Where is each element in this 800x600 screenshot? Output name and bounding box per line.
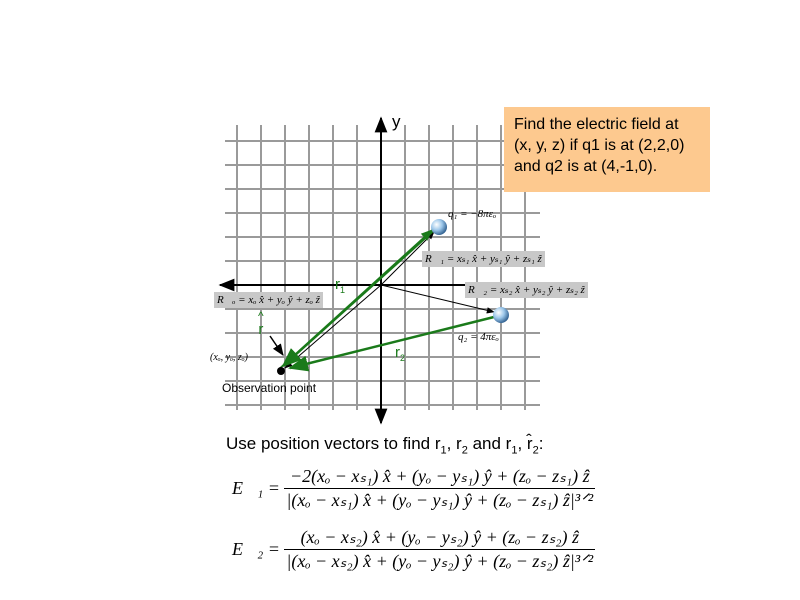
instr-mid-3: , r̂ [517,434,533,453]
instr-sub-1: 1 [440,444,447,457]
e1-fraction [284,466,595,511]
R1-label: R⃗₁ = xₛ₁ x̂ + yₛ₁ ŷ + zₛ₁ ẑ [422,251,545,267]
e2-fraction [284,527,595,572]
instr-sub-2: 2 [461,444,468,457]
callout-line-3: and q2 is at (4,-1,0). [514,158,658,175]
r-hat-label [258,310,264,336]
grid-lines [225,125,540,410]
callout-line-2: (x, y, z) if q1 is at (2,2,0) [514,137,685,154]
instr-mid-2: and r [467,434,512,453]
charge-q2 [493,307,509,323]
e1-denominator: |(xₒ − xₛ₁) x̂ + (yₒ − yₛ₁) ŷ + (zₒ − zₛ₁) ẑ|³ᐟ² [286,490,594,510]
q1-label: q₁ = −8πεₒ [448,208,497,220]
e1-lhs: E⃗₁ = [232,478,280,498]
r2-label [395,344,405,363]
e2-numerator: (xₒ − xₛ₂) x̂ + (yₒ − yₛ₂) ŷ + (zₒ − zₛ₂) ẑ [284,527,595,550]
observation-coords: (xₒ, yₒ, zₒ) [210,352,248,363]
observation-point-label: Observation point [222,381,317,395]
y-axis-label: y [392,112,401,131]
Ro-label: R⃗ₒ = xₒ x̂ + yₒ ŷ + zₒ ẑ [214,292,323,308]
r-hat-letter: r [258,321,264,338]
instr-prefix: Use position vectors to find r [226,434,441,453]
r1-sub: 1 [340,285,346,295]
instr-suffix: : [538,434,544,453]
instr-sub-3: 1 [511,444,518,457]
instruction-text [226,434,543,456]
instr-mid-1: , r [446,434,462,453]
charge-q1 [431,219,447,235]
observation-point-dot [277,367,285,375]
q2-label: q₂ = 4πεₒ [458,331,499,343]
e2-denominator: |(xₒ − xₛ₂) x̂ + (yₒ − yₛ₂) ŷ + (zₒ − zₛ₂) ẑ|³ᐟ² [286,551,594,571]
vector-r-hat [270,336,283,355]
problem-callout [504,107,710,192]
r1-label [335,276,345,295]
e2-lhs: E⃗₂ = [232,539,280,559]
R2-label: R⃗₂ = xₛ₂ x̂ + yₛ₂ ŷ + zₛ₂ ẑ [465,282,588,298]
r1-letter: r [335,276,340,293]
equation-E1 [232,466,595,511]
e1-numerator: −2(xₒ − xₛ₁) x̂ + (yₒ − yₛ₁) ŷ + (zₒ − zₛ₁) ẑ [284,466,595,489]
hat-mark: ^ [258,309,264,323]
r2-sub: 2 [400,353,406,363]
instr-sub-4: 2 [532,444,539,457]
r2-letter: r [395,344,400,361]
callout-line-1: Find the electric field at [514,116,679,133]
equation-E2 [232,527,595,572]
